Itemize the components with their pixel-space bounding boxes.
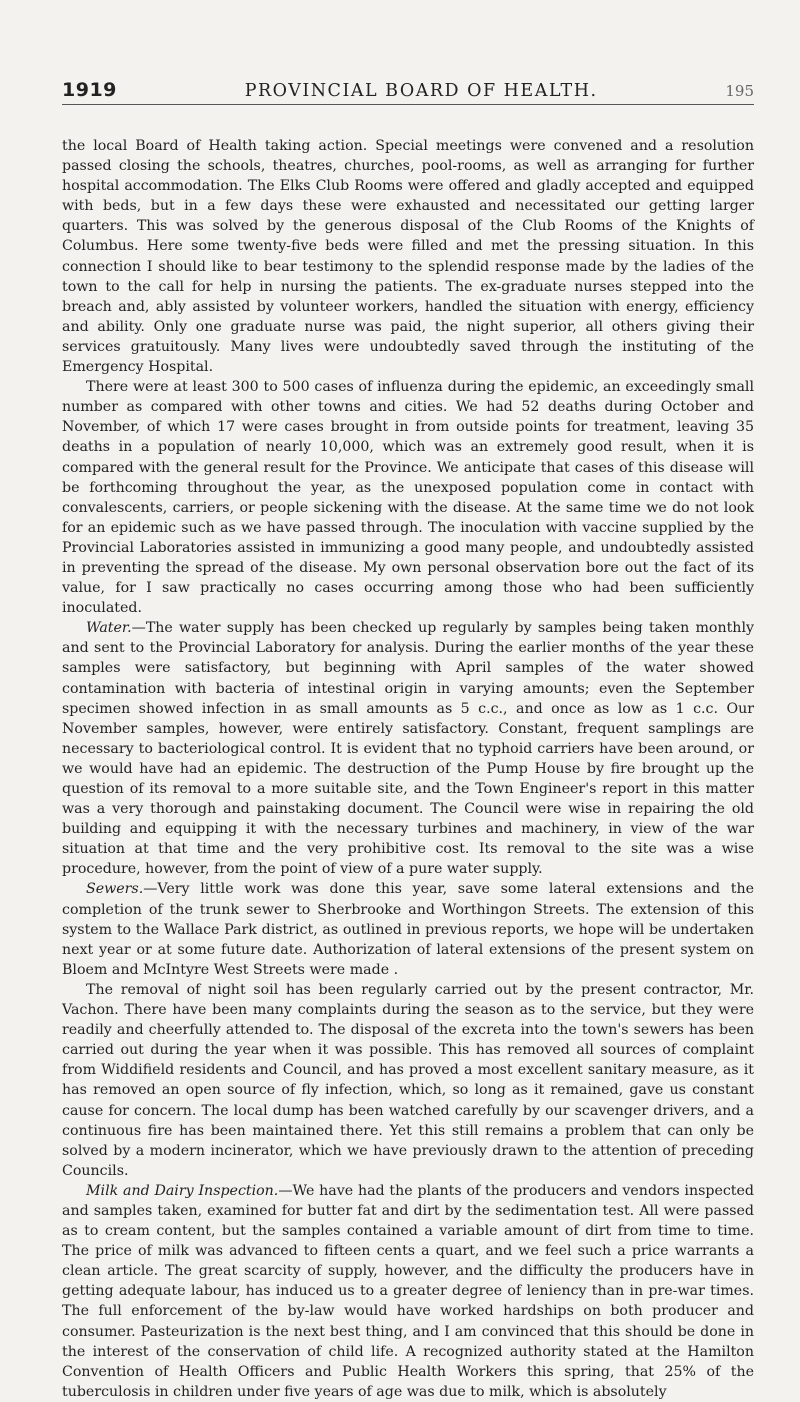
section-lead-water: Water. (86, 620, 132, 637)
section-lead-milk-dairy: Milk and Dairy Inspection. (86, 1182, 279, 1199)
section-lead-sewers: Sewers. (86, 881, 144, 898)
paragraph-water: Water.—The water supply has been checked up regularly by samples being taken monthly and sent to the Provincial Laboratory for analysis. During the earlier months of the year these samples were satisfactory, but beginning with April samples of the water showed contamination with bacteria of intestinal origin in varying amounts; even the September specimen showed infection in as small amounts as 5 c.c., and once as low as 1 c.c. Our November samples, however, were entirely satisfactory. Constant, frequent samplings are necessary to bacteriological control. It is evident that no typhoid carriers have been around, or we would have had an epidemic. The destruction of the Pump House by fire brought up the question of its removal to a more suitable site, and the Town Engineer's report in this matter was a very thorough and painstaking document. The Council were wise in repairing the old building and equipping it with the necessary turbines and machinery, in view of the war situation at that time and the very prohibitive cost. Its removal to the site was a wise procedure, however, from the point of view of a pure water supply. (62, 620, 754, 878)
paragraph-sewers: Sewers.—Very little work was done this year, save some lateral extensions and the completion of the trunk sewer to Sherbrooke and Worthingon Streets. The extension of this system to the Wallace Park district, as outlined in previous reports, we hope will be undertaken next year or at some future date. Authorization of lateral extensions of the present system on Bloem and McIntyre West Streets were made . (62, 881, 754, 978)
header-year: 1919 (62, 79, 117, 101)
paragraph-influenza: There were at least 300 to 500 cases of influenza during the epidemic, an exceedingly small number as compared with other towns and cities. We had 52 deaths during October and November, of which 17 were cases brought in from outside points for treatment, leaving 35 deaths in a population of nearly 10,000, which was an extremely good result, when it is compared with the general result for the Province. We anticipate that cases of this disease will be forthcoming throughout the year, as the unexposed population come in contact with convalescents, carriers, or people sickening with the disease. At the same time we do not look for an epidemic such as we have passed through. The inoculation with vaccine supplied by the Provincial Laboratories assisted in immunizing a good many people, and undoubtedly assisted in preventing the spread of the disease. My own personal observation bore out the fact of its value, for I saw practically no cases occurring among those who had been sufficiently inoculated. (62, 379, 754, 617)
running-header (62, 79, 754, 105)
body-text (62, 136, 754, 1402)
paragraph-milk-dairy: Milk and Dairy Inspection.—We have had the plants of the producers and vendors inspected and samples taken, examined for butter fat and dirt by the sedimentation test. All were passed as to cream content, but the samples contained a variable amount of dirt from time to time. The price of milk was advanced to fifteen cents a quart, and we feel such a price warrants a clean article. The great scarcity of supply, however, and the difficulty the producers have in getting adequate labour, has induced us to a greater degree of leniency than in pre-war times. The full enforcement of the by-law would have worked hardships on both producer and consumer. Pasteurization is the next best thing, and I am convinced that this should be done in the interest of the conservation of child life. A recognized authority stated at the Hamilton Convention of Health Officers and Public Health Workers this spring, that 25% of the tuberculosis in children under five years of age was due to milk, which is absolutely (62, 1182, 754, 1400)
paragraph-night-soil: The removal of night soil has been regularly carried out by the present contractor, Mr. Vachon. There have been many complaints during the season as to the service, but they were readily and cheerfully attended to. The disposal of the excreta into the town's sewers has been carried out during the year when it was possible. This has removed all sources of complaint from Widdifield residents and Council, and has proved a most excellent sanitary measure, as it has removed an open source of fly infection, which, so long as it remained, gave us constant cause for concern. The local dump has been watched carefully by our scavenger drivers, and a continuous fire has been maintained there. Yet this still remains a problem that can only be solved by a modern incinerator, which we have previously drawn to the attention of preceding Councils. (62, 981, 754, 1179)
page-number: 195 (725, 82, 754, 100)
header-title: PROVINCIAL BOARD OF HEALTH. (244, 81, 598, 101)
paragraph-emergency-hospital: the local Board of Health taking action. Special meetings were convened and a resolution passed closing the schools, theatres, churches, pool-rooms, as well as arranging for further hospital accommodation. The Elks Club Rooms were offered and gladly accepted and equipped with beds, but in a few days these were exhausted and necessitated our getting larger quarters. This was solved by the generous disposal of the Club Rooms of the Knights of Columbus. Here some twenty-five beds were filled and met the pressing situation. In this connection I should like to bear testimony to the splendid response made by the ladies of the town to the call for help in nursing the patients. The ex-graduate nurses stepped into the breach and, ably assisted by volunteer workers, handled the situation with energy, efficiency and ability. Only one graduate nurse was paid, the night superior, all others giving their services gratuitously. Many lives were undoubtedly saved through the instituting of the Emergency Hospital. (62, 138, 754, 376)
